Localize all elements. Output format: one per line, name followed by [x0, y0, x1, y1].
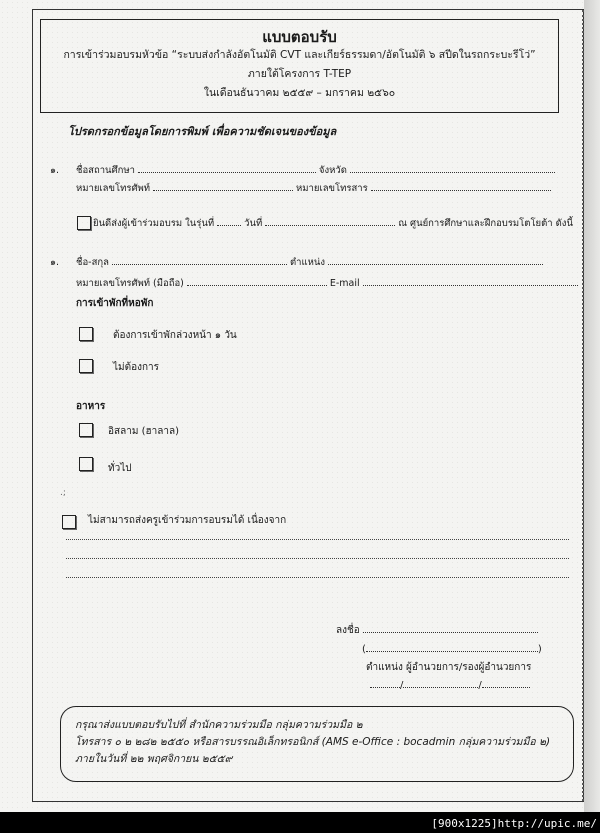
submission-line-1: กรุณาส่งแบบตอบรับไปที่ สำนักความร่วมมือ กลุ่มความร่วมมือ ๒ — [75, 719, 363, 731]
mobile-label: หมายเลขโทรศัพท์ (มือถือ) — [76, 278, 184, 289]
consent-text-c: ณ ศูนย์การศึกษาและฝึกอบรมโตโยต้า ดังนี้ — [398, 218, 573, 229]
printed-name-row — [362, 642, 542, 655]
food-general-label: ทั่วไป — [108, 463, 132, 474]
section-2-number: ๑. — [50, 257, 60, 268]
reason-line-3[interactable] — [66, 576, 569, 578]
province-field[interactable] — [350, 163, 555, 173]
section-1-number: ๑. — [50, 165, 60, 176]
name-field[interactable] — [112, 255, 287, 265]
consent-text-b: วันที่ — [244, 218, 263, 229]
dorm-advance-checkbox[interactable] — [79, 327, 93, 341]
dorm-none-label: ไม่ต้องการ — [113, 362, 160, 373]
scan-artifact: .; — [60, 488, 66, 498]
batch-field[interactable] — [217, 216, 241, 226]
decline-checkbox[interactable] — [62, 515, 76, 529]
signature-field[interactable] — [363, 623, 538, 633]
submission-line-2: โทรสาร ๐ ๒ ๒๘๒ ๒๕๕๐ หรือสารบรรณอิเล็กทรอนิกส์ (AMS e-Office : bocadmin กลุ่มความร่วมมือ ๒) — [75, 736, 551, 748]
header-box — [40, 19, 559, 113]
fax-field[interactable] — [371, 181, 551, 191]
dorm-advance-label: ต้องการเข้าพักล่วงหน้า ๑ วัน — [113, 330, 237, 341]
project-name: ภายใต้โครงการ T-TEP — [247, 68, 352, 80]
training-period: ในเดือนธันวาคม ๒๕๕๙ – มกราคม ๒๕๖๐ — [203, 87, 396, 99]
submission-deadline: ภายในวันที่ ๒๒ พฤศจิกายน ๒๕๕๙ — [75, 753, 233, 765]
phone-label: หมายเลขโทรศัพท์ — [76, 183, 151, 194]
reason-line-1[interactable] — [66, 538, 569, 540]
consent-row — [93, 216, 573, 231]
border-dotted-edge — [582, 10, 584, 801]
name-label: ชื่อ-สกุล — [76, 257, 109, 268]
food-heading: อาหาร — [76, 401, 106, 412]
dorm-none-checkbox[interactable] — [79, 359, 93, 373]
phone-field[interactable] — [153, 181, 293, 191]
name-row — [50, 255, 546, 270]
sign-month-field[interactable] — [403, 678, 478, 688]
date-separator-2: / — [478, 680, 482, 691]
scan-edge-shadow — [584, 0, 600, 812]
mobile-row — [76, 276, 581, 291]
consent-text-a: ยินดีส่งผู้เข้าร่วมอบรม ในรุ่นที่ — [93, 218, 215, 229]
email-field[interactable] — [363, 276, 578, 286]
position-label: ตำแหน่ง — [289, 257, 325, 268]
paren-open: ( — [362, 644, 366, 655]
food-general-checkbox[interactable] — [79, 457, 93, 471]
sign-day-field[interactable] — [370, 678, 400, 688]
phone-row — [76, 181, 554, 196]
sign-year-field[interactable] — [482, 678, 530, 688]
decline-label: ไม่สามารถส่งครูเข้าร่วมการอบรมได้ เนื่องจาก — [88, 515, 287, 526]
date-separator-1: / — [400, 680, 404, 691]
province-label: จังหวัด — [318, 165, 347, 176]
food-halal-label: อิสลาม (ฮาลาล) — [108, 426, 180, 437]
position-field[interactable] — [328, 255, 543, 265]
image-host-watermark: [900x1225]http://upic.me/ — [431, 817, 597, 830]
dorm-heading: การเข้าพักที่หอพัก — [76, 298, 154, 309]
printed-name-field[interactable] — [366, 642, 538, 652]
paren-close: ) — [537, 644, 542, 655]
mobile-field[interactable] — [187, 276, 327, 286]
training-subject: การเข้าร่วมอบรมหัวข้อ “ระบบส่งกำลังอัตโนมัติ CVT และเกียร์ธรรมดา/อัตโนมัติ ๖ สปีดในรถกระบะรีโว่” — [63, 49, 536, 61]
school-row — [50, 163, 558, 178]
food-halal-checkbox[interactable] — [79, 423, 93, 437]
email-label: E-mail — [329, 278, 360, 289]
school-label: ชื่อสถานศึกษา — [76, 165, 135, 176]
school-field[interactable] — [138, 163, 316, 173]
fax-label: หมายเลขโทรสาร — [296, 183, 368, 194]
signature-row — [336, 623, 541, 638]
fill-instruction: โปรดกรอกข้อมูลโดยการพิมพ์ เพื่อความชัดเจนของข้อมูล — [68, 125, 337, 138]
reason-line-2[interactable] — [66, 557, 569, 559]
consent-checkbox[interactable] — [77, 216, 91, 230]
signer-position: ตำแหน่ง ผู้อำนวยการ/รองผู้อำนวยการ — [366, 662, 532, 673]
sign-label: ลงชื่อ — [336, 625, 360, 636]
form-title: แบบตอบรับ — [262, 28, 337, 46]
date-field[interactable] — [265, 216, 395, 226]
sign-date-row — [370, 678, 530, 691]
submission-note-box — [60, 706, 574, 782]
